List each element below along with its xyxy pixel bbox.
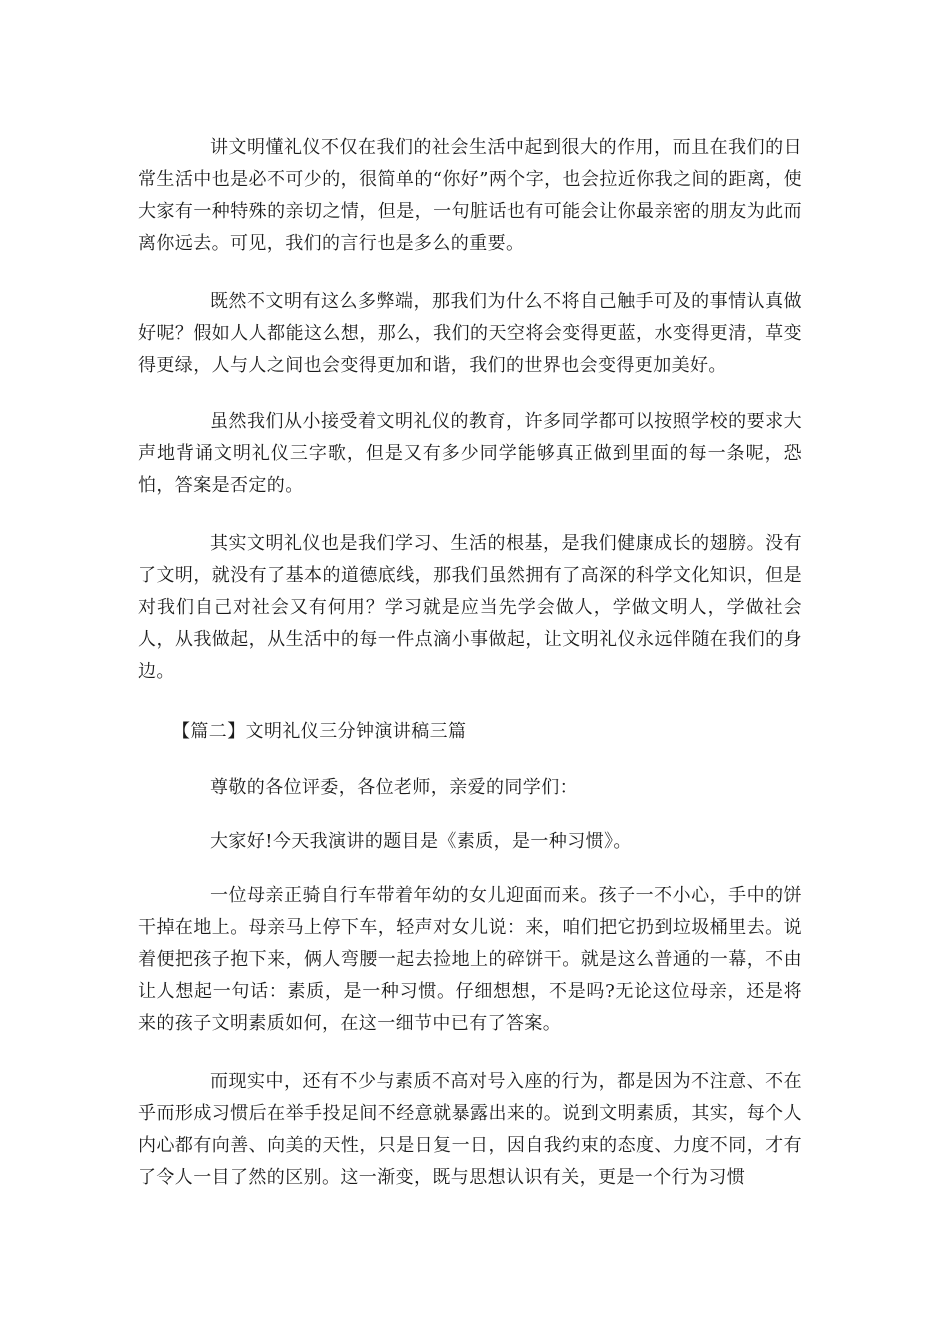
paragraph-3: 虽然我们从小接受着文明礼仪的教育，许多同学都可以按照学校的要求大声地背诵文明礼仪三字歌，但是又有多少同学能够真正做到里面的每一条呢，恐怕，答案是否定的。 [138,411,802,496]
greeting-line: 大家好!今天我演讲的题目是《素质，是一种习惯》。 [210,831,632,852]
paragraph-4: 其实文明礼仪也是我们学习、生活的根基，是我们健康成长的翅膀。没有了文明，就没有了基本的道德底线，那我们虽然拥有了高深的科学文化知识，但是对我们自己对社会又有何用？学习就是应当先学会做人，学做文明人，学做社会人，从我做起，从生活中的每一件点滴小事做起，让文明礼仪永远伴随在我们的身边。 [138,533,802,682]
paragraph-5: 一位母亲正骑自行车带着年幼的女儿迎面而来。孩子一不小心，手中的饼干掉在地上。母亲马上停下车，轻声对女儿说：来，咱们把它扔到垃圾桶里去。说着便把孩子抱下来，俩人弯腰一起去捡地上的碎饼干。就是这么普通的一幕，不由让人想起一句话：素质，是一种习惯。仔细想想，不是吗?无论这位母亲，还是将来的孩子文明素质如何，在这一细节中已有了答案。 [138,885,802,1034]
paragraph-6: 而现实中，还有不少与素质不高对号入座的行为，都是因为不注意、不在乎而形成习惯后在举手投足间不经意就暴露出来的。说到文明素质，其实，每个人内心都有向善、向美的天性，只是日复一日，因自我约束的态度、力度不同，才有了令人一目了然的区别。这一渐变，既与思想认识有关，更是一个行为习惯 [138,1071,802,1188]
paragraph-2: 既然不文明有这么多弊端，那我们为什么不将自己触手可及的事情认真做好呢？假如人人都能这么想，那么，我们的天空将会变得更蓝，水变得更清，草变得更绿，人与人之间也会变得更加和谐，我们的世界也会变得更加美好。 [138,291,802,376]
paragraph-1: 讲文明懂礼仪不仅在我们的社会生活中起到很大的作用，而且在我们的日常生活中也是必不可少的，很简单的“你好”两个字，也会拉近你我之间的距离，使大家有一种特殊的亲切之情，但是，一句脏话也有可能会让你最亲密的朋友为此而离你远去。可见，我们的言行也是多么的重要。 [138,137,802,254]
salutation: 尊敬的各位评委，各位老师，亲爱的同学们： [210,777,578,798]
section-heading: 【篇二】文明礼仪三分钟演讲稿三篇 [172,721,467,742]
